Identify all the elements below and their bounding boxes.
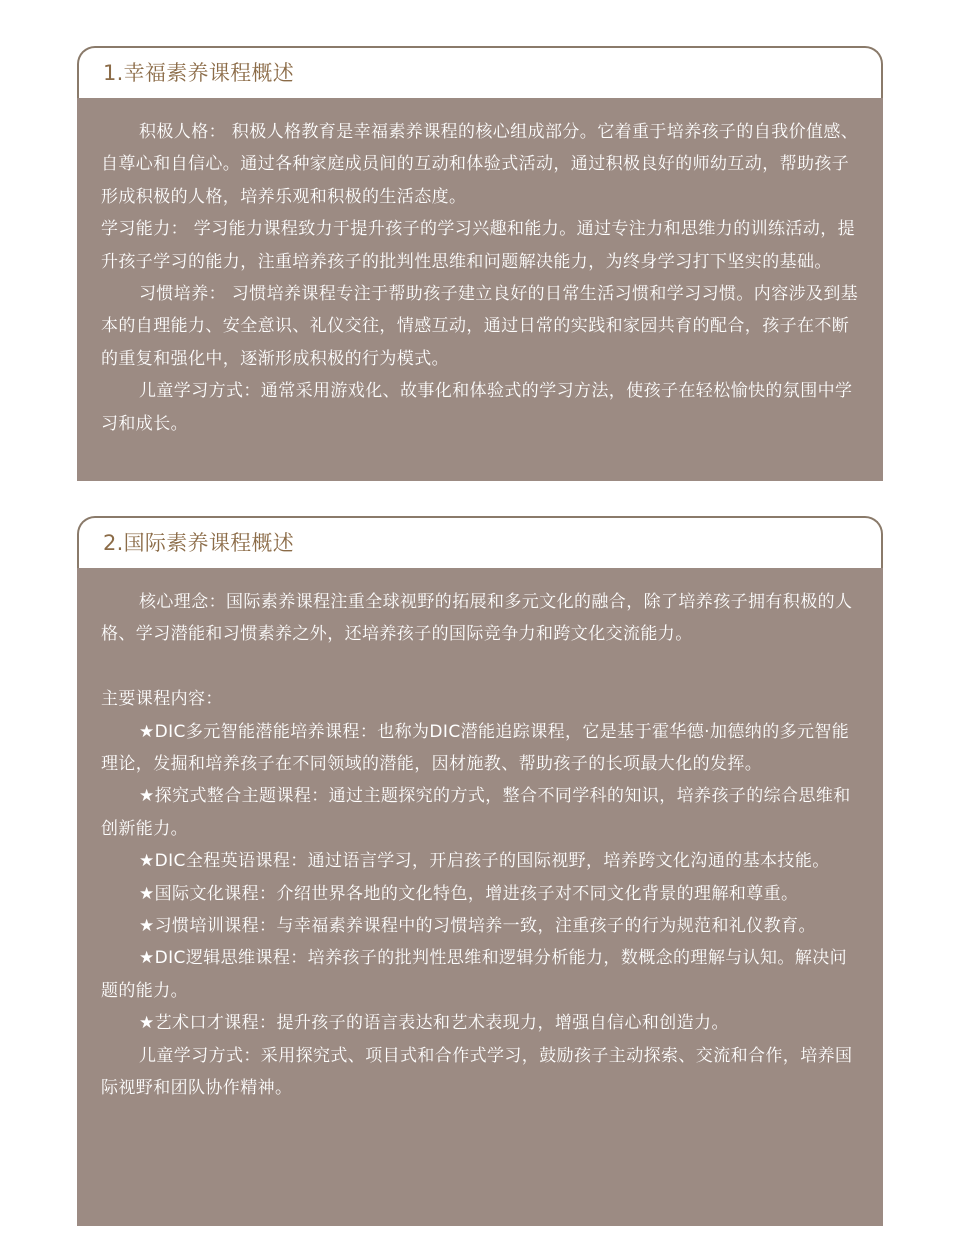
paragraph-positive-personality: 积极人格： 积极人格教育是幸福素养课程的核心组成部分。它着重于培养孩子的自我价值感、自尊心和自信心。通过各种家庭成员间的互动和体验式活动，通过积极良好的师幼互动，帮助孩子形成积极的人格，培养乐观和积极的生活态度。	[101, 122, 859, 207]
course-item: ★DIC全程英语课程：通过语言学习，开启孩子的国际视野，培养跨文化沟通的基本技能。	[139, 851, 830, 872]
paragraph-core-idea: 核心理念：国际素养课程注重全球视野的拓展和多元文化的融合，除了培养孩子拥有积极的人格、学习潜能和习惯素养之外，还培养孩子的国际竞争力和跨文化交流能力。	[101, 592, 853, 645]
section-title: 1.幸福素养课程概述	[103, 60, 295, 85]
course-item: ★国际文化课程：介绍世界各地的文化特色，增进孩子对不同文化背景的理解和尊重。	[139, 883, 799, 904]
section-body	[77, 98, 883, 481]
section-header	[77, 516, 883, 568]
spacer	[101, 651, 859, 683]
course-item: ★DIC多元智能潜能培养课程：也称为DIC潜能追踪课程，它是基于霍华德·加德纳的多元智能理论，发掘和培养孩子在不同领域的潜能，因材施教、帮助孩子的长项最大化的发挥。	[101, 721, 850, 775]
paragraph-habit-building: 习惯培养： 习惯培养课程专注于帮助孩子建立良好的日常生活习惯和学习习惯。内容涉及到基本的自理能力、安全意识、礼仪交往，情感互动，通过日常的实践和家园共育的配合，孩子在不断的重复和强化中，逐渐形成积极的行为模式。	[101, 284, 859, 369]
course-item: ★DIC逻辑思维课程：培养孩子的批判性思维和逻辑分析能力，数概念的理解与认知。解决问题的能力。	[101, 948, 848, 1001]
section-title: 2.国际素养课程概述	[103, 530, 295, 555]
paragraph-learning-style: 儿童学习方式：通常采用游戏化、故事化和体验式的学习方法，使孩子在轻松愉快的氛围中学习和成长。	[101, 381, 853, 434]
section-card-international	[77, 516, 883, 1226]
paragraph-learning-style: 儿童学习方式：采用探究式、项目式和合作式学习，鼓励孩子主动探索、交流和合作，培养国际视野和团队协作精神。	[101, 1045, 853, 1099]
section-card-happiness	[77, 46, 883, 481]
course-item: ★探究式整合主题课程：通过主题探究的方式，整合不同学科的知识，培养孩子的综合思维和创新能力。	[101, 786, 851, 839]
section-header	[77, 46, 883, 98]
main-courses-heading: 主要课程内容：	[101, 689, 223, 710]
course-item: ★艺术口才课程：提升孩子的语言表达和艺术表现力，增强自信心和创造力。	[139, 1013, 729, 1034]
course-item: ★习惯培训课程：与幸福素养课程中的习惯培养一致，注重孩子的行为规范和礼仪教育。	[139, 916, 816, 937]
section-body	[77, 568, 883, 1226]
paragraph-learning-ability: 学习能力： 学习能力课程致力于提升孩子的学习兴趣和能力。通过专注力和思维力的训练活动，提升孩子学习的能力，注重培养孩子的批判性思维和问题解决能力，为终身学习打下坚实的基础。	[101, 219, 856, 272]
